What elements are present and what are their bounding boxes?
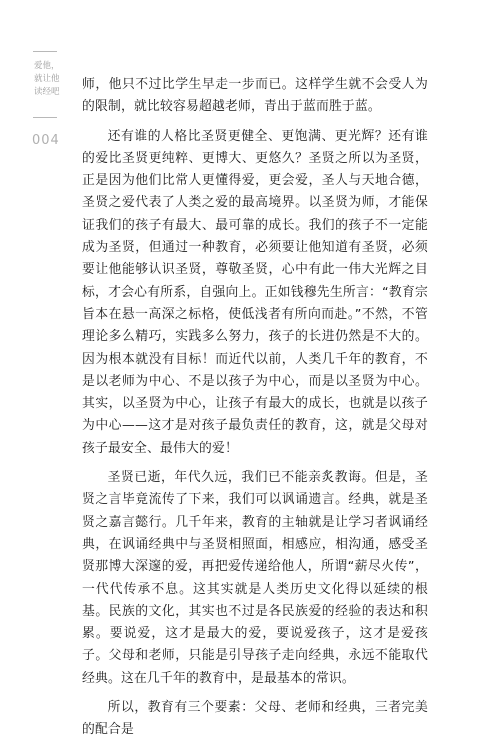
paragraph-continuation: 师，他只不过比学生早走一步而已。这样学生就不会受人为的限制，就比较容易超越老师，青出于蓝而胜于蓝。 bbox=[82, 77, 428, 115]
page-number: 004 bbox=[32, 133, 60, 148]
paragraph: 圣贤已逝，年代久远，我们已不能亲炙教诲。但是，圣贤之言毕竟流传了下来，我们可以讽诵遗言。经典，就是圣贤之嘉言懿行。几千年来，教育的主轴就是让学习者讽诵经典，在讽诵经典中与圣贤相照面，相感应，相沟通，感受圣贤那博大深邃的爱，再把爱传递给他人，所谓“薪尽火传”，一代代传承不息。这其实就是人类历史文化得以延续的根基。民族的文化，其实也不过是各民族爱的经验的表达和积累。要说爱，这才是最大的爱，要说爱孩子，这才是爱孩子。父母和老师，只能是引导孩子走向经典，永远不能取代经典。这在几千年的教育中，是最基本的常识。 bbox=[82, 470, 428, 686]
paragraph: 所以，教育有三个要素：父母、老师和经典，三者完美的配合是 bbox=[82, 700, 428, 738]
margin-middle-rule bbox=[33, 117, 57, 118]
running-title: 爱他， 就让他 读经吧 bbox=[34, 61, 60, 97]
margin-top-rule bbox=[33, 51, 57, 52]
paragraph: 还有谁的人格比圣贤更健全、更饱满、更光辉？还有谁的爱比圣贤更纯粹、更博大、更悠久？圣贤之所以为圣贤，正是因为他们比常人更懂得爱，更会爱，圣人与天地合德，圣贤之爱代表了人类之爱的最高境界。以圣贤为师，才能保证我们的孩子有最大、最可靠的成长。我们的孩子不一定能成为圣贤，但通过一种教育，必须要让他知道有圣贤，必须要让他能够认识圣贤，尊敬圣贤，心中有此一伟大光辉之目标，才会心有所系，自强向上。正如钱穆先生所言：“教育宗旨本在悬一高深之标格，使低浅者有所向而赴。”不然，不管理论多么精巧，实践多么努力，孩子的长进仍然是不大的。因为根本就没有目标！而近代以前，人类几千年的教育，不是以老师为中心、不是以孩子为中心，而是以圣贤为中心。其实，以圣贤为中心，让孩子有最大的成长，也就是以孩子为中心——这才是对孩子最负责任的教育，这，就是父母对孩子最安全、最伟大的爱！ bbox=[82, 128, 428, 456]
body-text bbox=[82, 74, 428, 742]
page-margin bbox=[0, 0, 62, 709]
